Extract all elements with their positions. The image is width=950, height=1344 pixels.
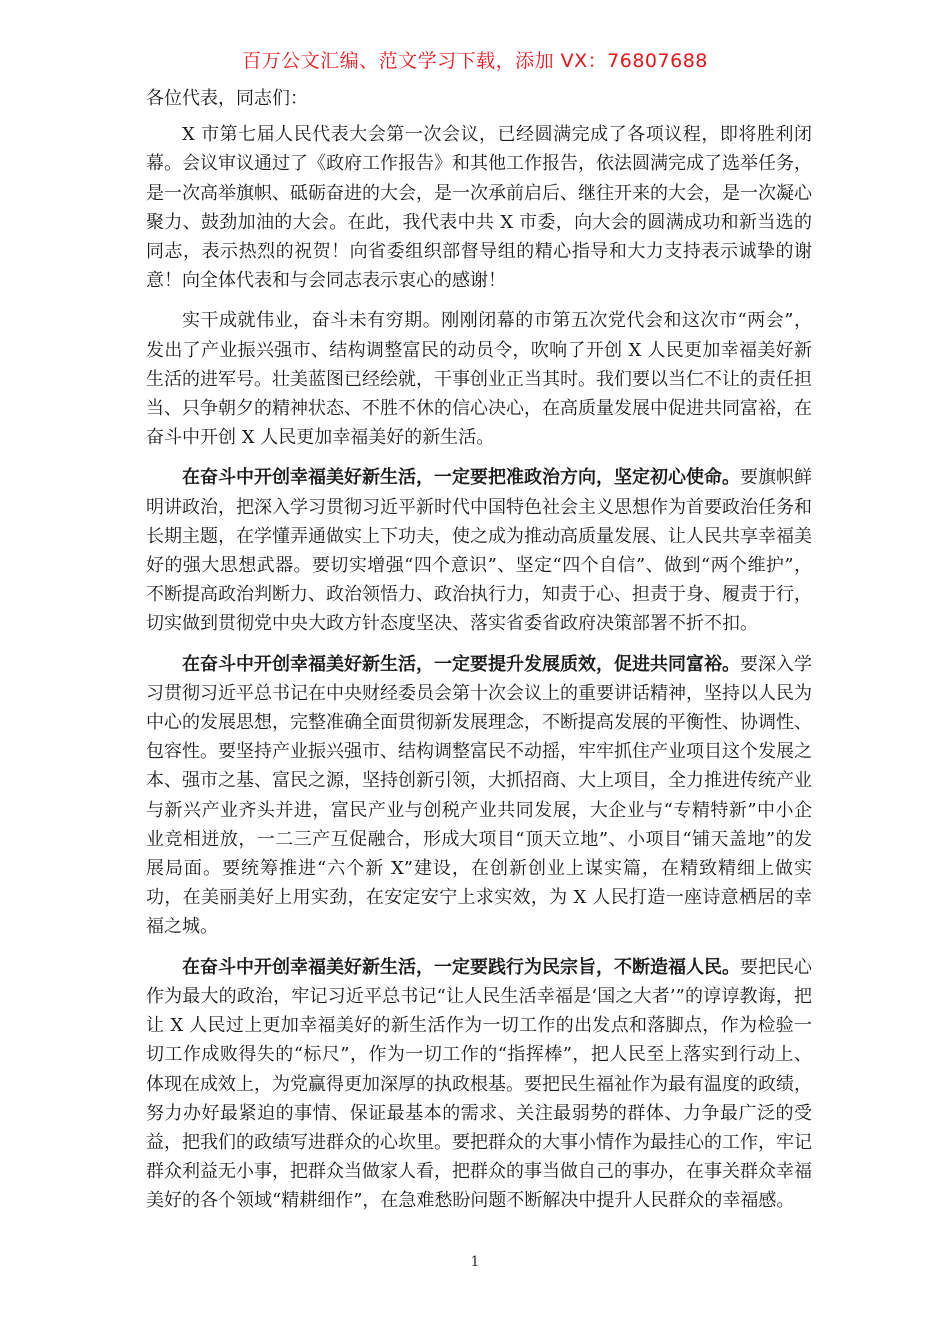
paragraph-development-quality (146, 650, 812, 942)
paragraph-text: 要把民心作为最大的政治，牢记习近平总书记“让人民生活幸福是‘国之大者’”的谆谆教诲，把让 X 人民过上更加幸福美好的新生活作为一切工作的出发点和落脚点，作为检验一切工作成败得失的“标尺”，作为一切工作的“指挥棒”，把人民至上落实到行动上、体现在成效上，为党赢得更加深厚的执政根基。要把民生福祉作为最有温度的政绩，努力办好最紧迫的事情、保证最基本的需求、关注最弱势的群体、力争最广泛的受益，把我们的政绩写进群众的心坎里。要把群众的大事小情作为最挂心的工作，牢记群众利益无小事，把群众当做家人看，把群众的事当做自己的事办，在事关群众幸福美好的各个领域“精耕细作”，在急难愁盼问题不断解决中提升人民群众的幸福感。 (146, 956, 812, 1212)
paragraph-text: 实干成就伟业，奋斗未有穷期。刚刚闭幕的市第五次党代会和这次市“两会”，发出了产业振兴强市、结构调整富民的动员令，吹响了开创 X 人民更加幸福美好新生活的进军号。壮美蓝图已经绘就，干事创业正当其时。我们要以当仁不让的责任担当、只争朝夕的精神状态、不胜不休的信心决心，在高质量发展中促进共同富裕，在奋斗中开创 X 人民更加幸福美好的新生活。 (146, 310, 812, 449)
paragraph-text: X 市第七届人民代表大会第一次会议，已经圆满完成了各项议程，即将胜利闭幕。会议审议通过了《政府工作报告》和其他工作报告，依法圆满完成了选举任务，是一次高举旗帜、砥砺奋进的大会，是一次承前启后、继往开来的大会，是一次凝心聚力、鼓劲加油的大会。在此，我代表中共 X 市委，向大会的圆满成功和新当选的同志，表示热烈的祝贺！向省委组织部督导组的精心指导和大力支持表示诚挚的谢意！向全体代表和与会同志表示衷心的感谢！ (146, 124, 812, 292)
paragraph-serve-people (146, 953, 812, 1216)
paragraph-lead: 在奋斗中开创幸福美好新生活，一定要践行为民宗旨，不断造福人民。 (182, 956, 740, 978)
paragraph-text: 要深入学习贯彻习近平总书记在中央财经委员会第十次会议上的重要讲话精神，坚持以人民为中心的发展思想，完整准确全面贯彻新发展理念，不断提高发展的平衡性、协调性、包容性。要坚持产业振兴强市、结构调整富民不动摇，牢牢抓住产业项目这个发展之本、强市之基、富民之源，坚持创新引领，大抓招商、大上项目，全力推进传统产业与新兴产业齐头并进，富民产业与创税产业共同发展，大企业与“专精特新”中小企业竞相迸放，一二三产互促融合，形成大项目“顶天立地”、小项目“铺天盖地”的发展局面。要统筹推进“六个新 X”建设，在创新创业上谋实篇，在精致精细上做实功，在美丽美好上用实劲，在安定安宁上求实效，为 X 人民打造一座诗意栖居的幸福之城。 (146, 653, 812, 938)
paragraph-lead: 在奋斗中开创幸福美好新生活，一定要提升发展质效，促进共同富裕。 (182, 653, 740, 675)
salutation: 各位代表，同志们： (146, 88, 308, 109)
page-number: 1 (470, 1254, 480, 1270)
paragraph-lead: 在奋斗中开创幸福美好新生活，一定要把准政治方向，坚定初心使命。 (182, 467, 740, 489)
paragraph-outlook (146, 306, 812, 452)
paragraph-opening (146, 120, 812, 295)
paragraph-political-direction (146, 463, 812, 638)
watermark-header: 百万公文汇编、范文学习下载，添加 VX：76807688 (242, 50, 708, 72)
document-body (146, 84, 812, 1227)
paragraph-text: 要旗帜鲜明讲政治，把深入学习贯彻习近平新时代中国特色社会主义思想作为首要政治任务和长期主题，在学懂弄通做实上下功夫，使之成为推动高质量发展、让人民共享幸福美好的强大思想武器。要切实增强“四个意识”、坚定“四个自信”、做到“两个维护”，不断提高政治判断力、政治领悟力、政治执行力，知责于心、担责于身、履责于行，切实做到贯彻党中央大政方针态度坚决、落实省委省政府决策部署不折不扣。 (146, 467, 812, 635)
